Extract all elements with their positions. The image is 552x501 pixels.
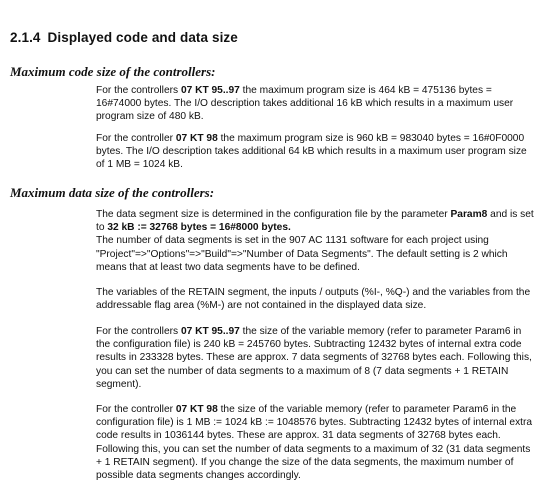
text-run: For the controller — [96, 404, 176, 415]
code-size-heading: Maximum code size of the controllers: — [10, 64, 216, 79]
parameter-name: Param8 — [450, 209, 488, 220]
section-title: Displayed code and data size — [47, 30, 238, 45]
text-run: the size of the variable memory (refer to parameter Param6 in the configuration file) is 240 kB = 245760 bytes. Subtracting 12432 bytes of internal extra code results in 233328 bytes. These are approx. 7 data segments of 32768 bytes each. Following this, you can set the number of data segments to a maximum of 8 (7 data segments + 1 RETAIN segment). — [96, 326, 532, 390]
controller-name: 07 KT 98 — [175, 404, 218, 415]
code-size-paragraph-2 — [96, 132, 536, 172]
text-run: The data segment size is determined in the configuration file by the parameter — [96, 209, 451, 220]
text-run: The number of data segments is set in the 907 AC 1131 software for each project using "Project"=>"Options"=>"Build"=>"Number of Data Segments". The default setting is 2 which means that at least two data segments have to be defined. — [96, 235, 508, 273]
controller-name: 07 KT 95..97 — [180, 326, 240, 337]
text-run: For the controllers — [96, 85, 181, 96]
data-size-paragraph-4 — [96, 403, 536, 482]
text-run: For the controllers — [96, 326, 181, 337]
controller-name: 07 KT 98 — [175, 133, 218, 144]
text-run: the maximum program size is 960 kB = 983040 bytes = 16#0F0000 bytes. The I/O description takes additional 64 kB which results in a maximum user program size of 1 MB = 1024 kB. — [96, 133, 527, 171]
data-size-paragraph-1 — [96, 208, 536, 274]
section-number: 2.1.4 — [10, 30, 41, 45]
controller-name: 07 KT 95..97 — [180, 85, 240, 96]
segment-size: 32 kB := 32768 bytes = 16#8000 bytes. — [107, 222, 291, 234]
data-size-paragraph-2 — [96, 286, 536, 312]
data-size-paragraph-3 — [96, 325, 536, 391]
text-run: and is set to — [96, 209, 534, 234]
section-heading — [10, 30, 238, 45]
code-size-paragraph-1 — [96, 84, 536, 124]
text-run: For the controller — [96, 133, 176, 144]
data-size-heading: Maximum data size of the controllers: — [10, 185, 215, 200]
text-run: The variables of the RETAIN segment, the inputs / outputs (%I-, %Q-) and the variables from the addressable flag area (%M-) are not contained in the displayed data size. — [96, 287, 531, 312]
text-run: the maximum program size is 464 kB = 475136 bytes = 16#74000 bytes. The I/O description takes additional 16 kB which results in a maximum user program size of 480 kB. — [96, 85, 514, 123]
text-run: the size of the variable memory (refer to parameter Param6 in the configuration file) is 1 MB := 1024 kB := 1048576 bytes. Subtracting 12432 bytes of internal extra code results in 1036144 bytes. These are approx. 31 data segments of 32768 bytes each. Following this, you can set the number of data segments to a maximum of 32 (31 data segments + 1 RETAIN segment). If you change the size of the data segments, the maximum number of possible data segments changes accordingly. — [96, 404, 533, 482]
